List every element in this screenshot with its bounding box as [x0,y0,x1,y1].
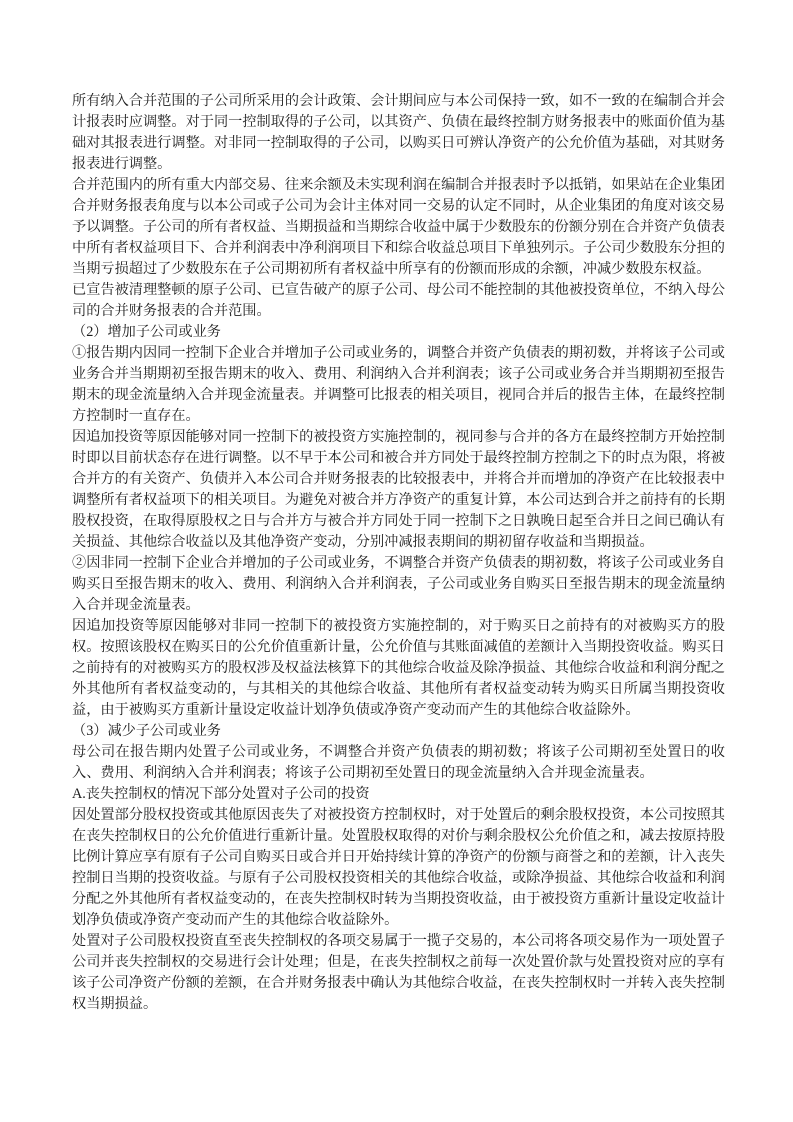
paragraph: ①报告期内因同一控制下企业合并增加子公司或业务的，调整合并资产负债表的期初数，并将该子公司或业务合并当期期初至报告期末的收入、费用、利润纳入合并利润表；该子公司或业务合并当期期初至报告期末的现金流量纳入合并现金流量表。并调整可比报表的相关项目，视同合并后的报告主体，在最终控制方控制时一直存在。 [72,345,725,424]
paragraph: 已宣告被清理整顿的原子公司、已宣告破产的原子公司、母公司不能控制的其他被投资单位，不纳入母公司的合并财务报表的合并范围。 [72,282,725,319]
document-content [72,91,725,1015]
paragraph: 所有纳入合并范围的子公司所采用的会计政策、会计期间应与本公司保持一致，如不一致的在编制合并会计报表时应调整。对于同一控制取得的子公司，以其资产、负债在最终控制方财务报表中的账面价值为基础对其报表进行调整。对非同一控制取得的子公司，以购买日可辨认净资产的公允价值为基础，对其财务报表进行调整。 [72,93,725,172]
paragraph: 处置对子公司股权投资直至丧失控制权的各项交易属于一揽子交易的，本公司将各项交易作为一项处置子公司并丧失控制权的交易进行会计处理；但是，在丧失控制权之前每一次处置价款与处置投资对应的享有该子公司净资产份额的差额，在合并财务报表中确认为其他综合收益，在丧失控制权时一并转入丧失控制权当期损益。 [72,933,725,1012]
paragraph: 因处置部分股权投资或其他原因丧失了对被投资方控制权时，对于处置后的剩余股权投资，本公司按照其在丧失控制权日的公允价值进行重新计量。处置股权取得的对价与剩余股权公允价值之和，减去按原持股比例计算应享有原有子公司自购买日或合并日开始持续计算的净资产的份额与商誉之和的差额，计入丧失控制日当期的投资收益。与原有子公司股权投资相关的其他综合收益，或除净损益、其他综合收益和利润分配之外其他所有者权益变动的，在丧失控制权时转为当期投资收益，由于被投资方重新计量设定收益计划净负债或净资产变动而产生的其他综合收益除外。 [72,807,725,928]
paragraph: 因追加投资等原因能够对同一控制下的被投资方实施控制的，视同参与合并的各方在最终控制方开始控制时即以目前状态存在进行调整。以不早于本公司和被合并方同处于最终控制方控制之下的时点为限，将被合并方的有关资产、负债并入本公司合并财务报表的比较报表中，并将合并而增加的净资产在比较报表中调整所有者权益项下的相关项目。为避免对被合并方净资产的重复计算，本公司达到合并之前持有的长期股权投资，在取得原股权之日与合并方与被合并方同处于同一控制下之日孰晚日起至合并日之间已确认有关损益、其他综合收益以及其他净资产变动，分别冲减报表期间的期初留存收益和当期损益。 [72,429,725,550]
paragraph: 合并范围内的所有重大内部交易、往来余额及未实现利润在编制合并报表时予以抵销，如果站在企业集团合并财务报表角度与以本公司或子公司为会计主体对同一交易的认定不同时，从企业集团的角度对该交易予以调整。子公司的所有者权益、当期损益和当期综合收益中属于少数股东的份额分别在合并资产负债表中所有者权益项目下、合并利润表中净利润项目下和综合收益总项目下单独列示。子公司少数股东分担的当期亏损超过了少数股东在子公司期初所有者权益中所享有的份额而形成的余额，冲减少数股东权益。 [72,177,725,277]
paragraph: 因追加投资等原因能够对非同一控制下的被投资方实施控制的，对于购买日之前持有的对被购买方的股权。按照该股权在购买日的公允价值重新计量，公允价值与其账面减值的差额计入当期投资收益。购买日之前持有的对被购买方的股权涉及权益法核算下的其他综合收益及除净损益、其他综合收益和利润分配之外其他所有者权益变动的，与其相关的其他综合收益、其他所有者权益变动转为购买日所属当期投资收益，由于被购买方重新计量设定收益计划净负债或净资产变动而产生的其他综合收益除外。 [72,618,725,718]
section-heading: （3）减少子公司或业务 [72,723,221,739]
paragraph: ②因非同一控制下企业合并增加的子公司或业务，不调整合并资产负债表的期初数，将该子公司或业务自购买日至报告期末的收入、费用、利润纳入合并利润表，子公司或业务自购买日至报告期末的现金流量纳入合并现金流量表。 [72,555,725,613]
section-heading: （2）增加子公司或业务 [72,324,221,340]
section-subheading: A.丧失控制权的情况下部分处置对子公司的投资 [72,786,370,802]
paragraph: 母公司在报告期内处置子公司或业务，不调整合并资产负债表的期初数；将该子公司期初至处置日的收入、费用、利润纳入合并利润表；将该子公司期初至处置日的现金流量纳入合并现金流量表。 [72,744,725,781]
